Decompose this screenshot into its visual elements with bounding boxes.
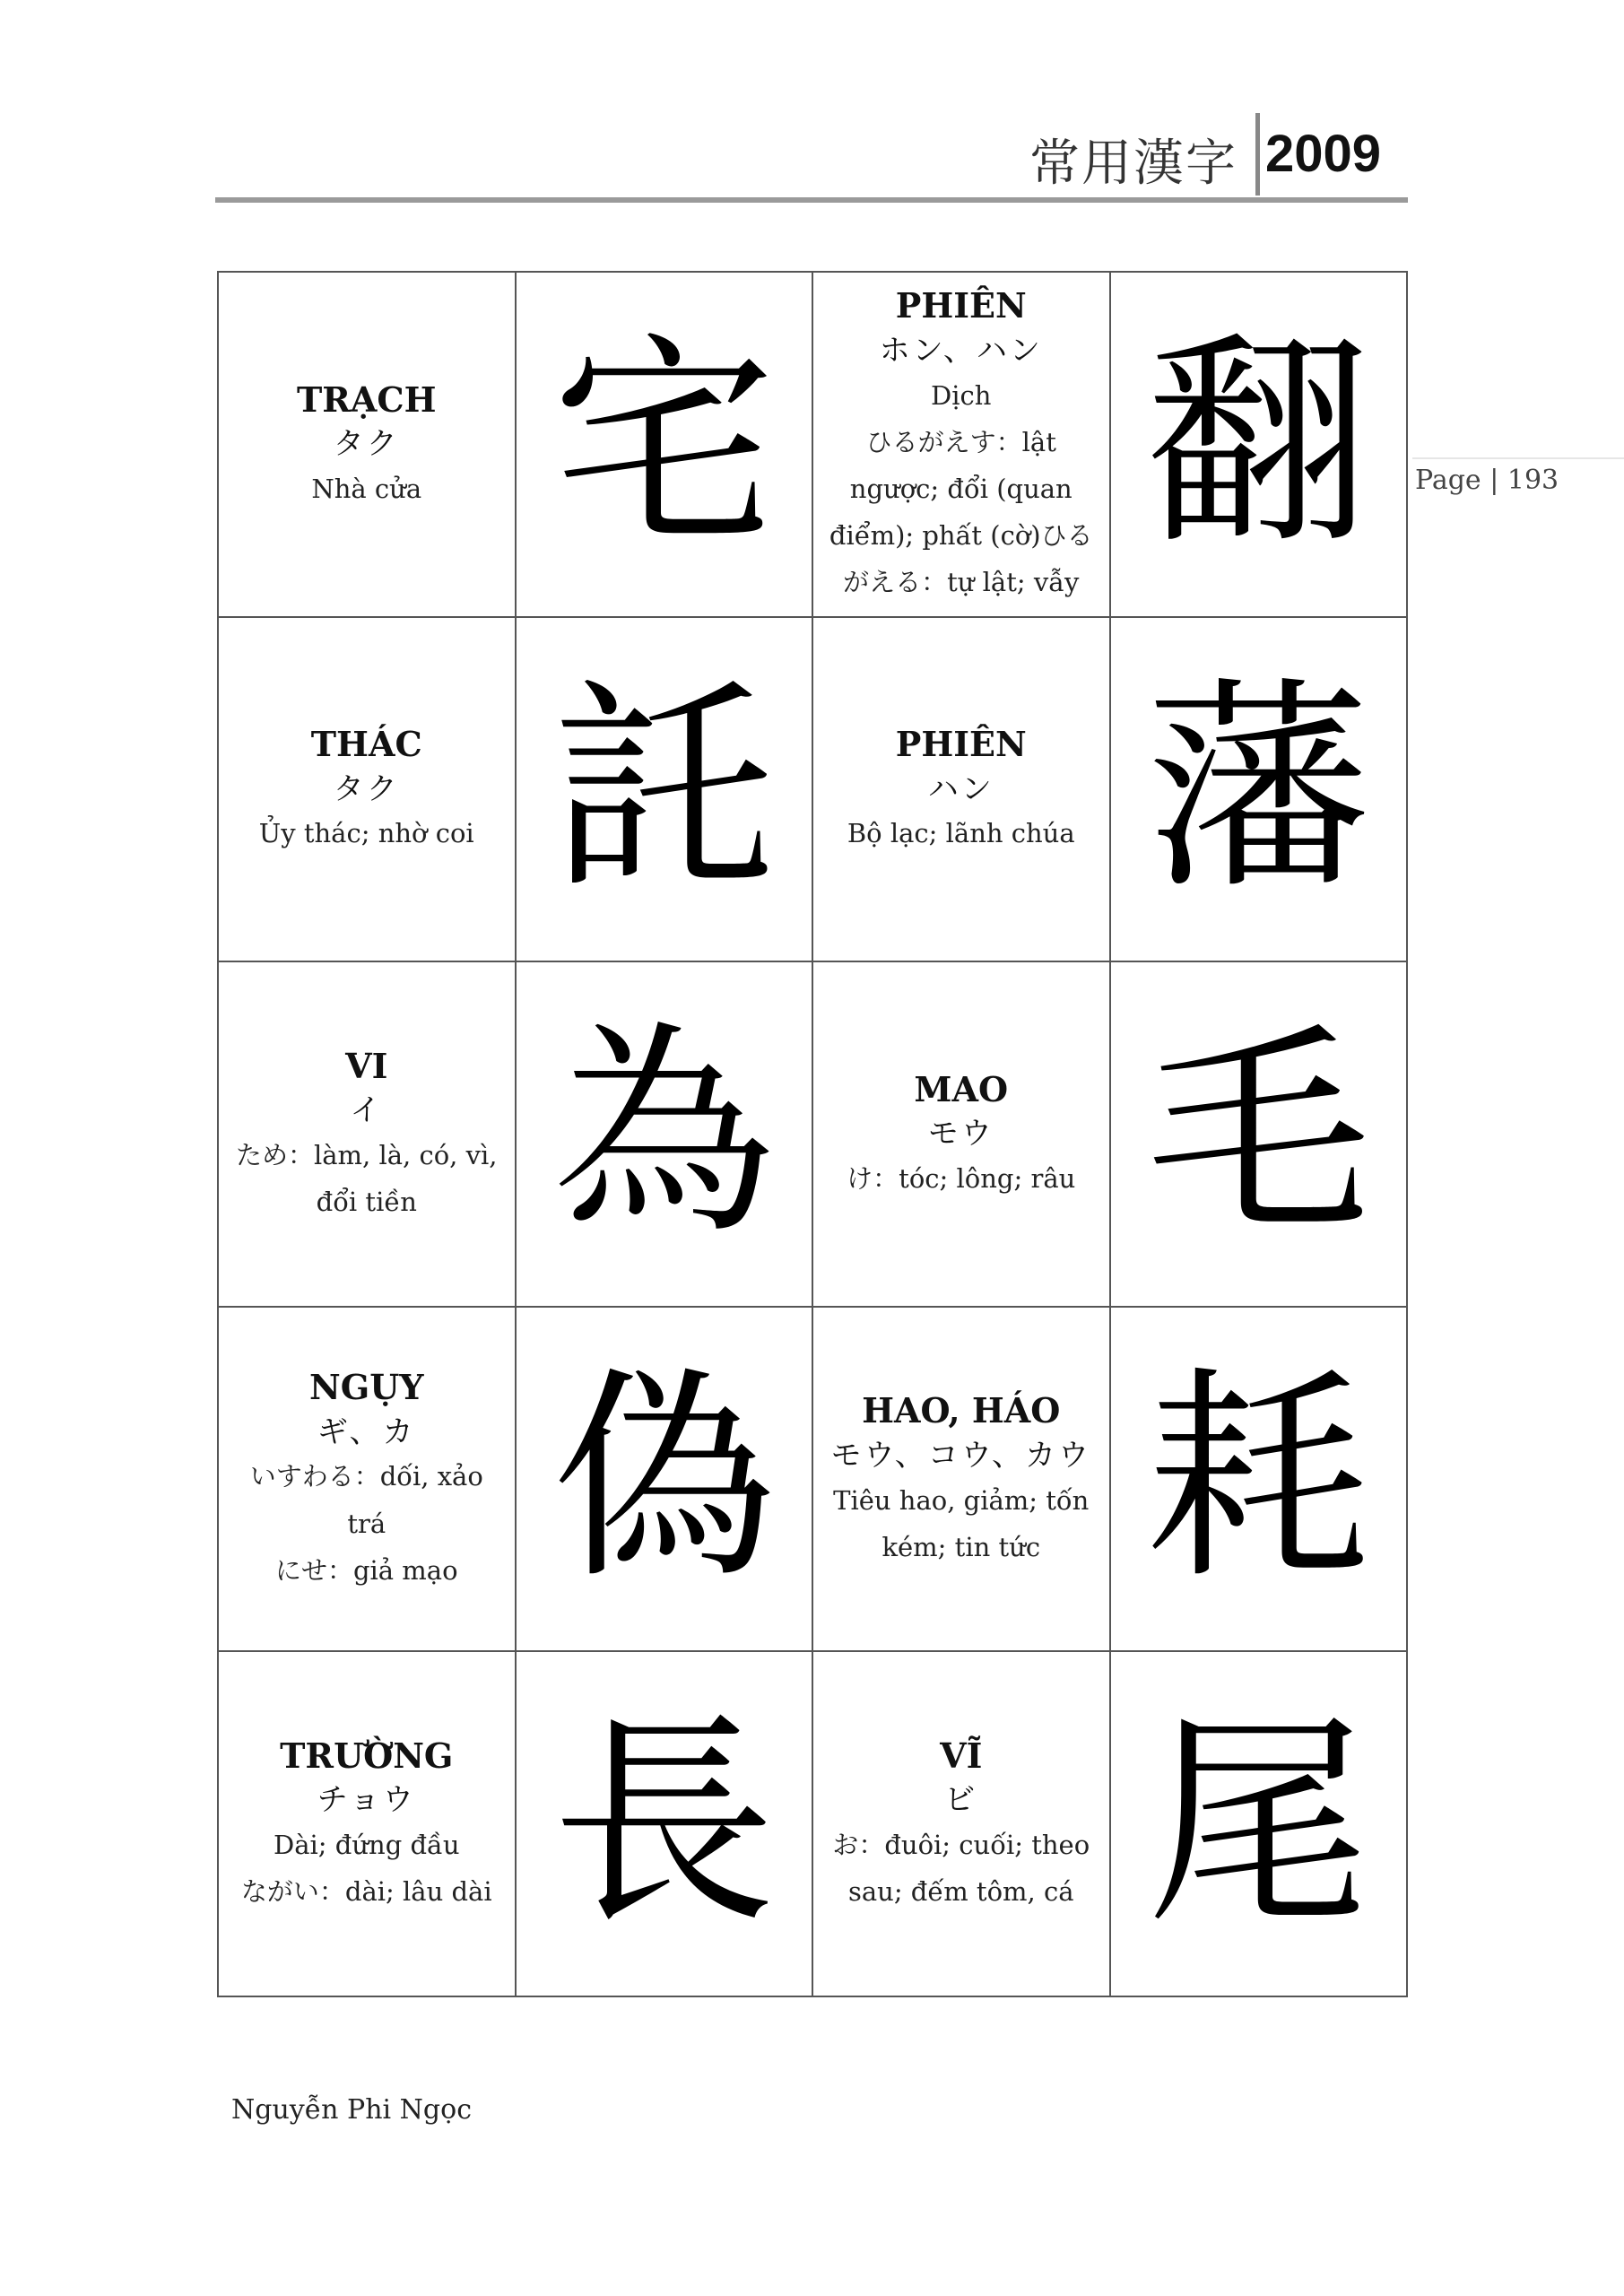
kanji-character: 耗 (1146, 1348, 1371, 1610)
page-number-rule (1412, 457, 1624, 459)
han-viet-reading: TRƯỜNG (280, 1735, 454, 1776)
header-rule (215, 197, 1408, 203)
kanji-info-cell (813, 1652, 1111, 1997)
page-number: Page | 193 (1415, 465, 1559, 496)
on-reading: タク (333, 770, 400, 807)
kanji-glyph-cell (517, 1652, 814, 1997)
kanji-info-cell (219, 1308, 517, 1653)
kanji-character: 翻 (1146, 313, 1371, 575)
on-reading: ビ (944, 1782, 978, 1819)
kanji-glyph-cell (1111, 962, 1409, 1308)
kanji-info-cell (219, 1652, 517, 1997)
kanji-info-cell (813, 962, 1111, 1308)
on-reading: イ (350, 1092, 384, 1129)
kanji-info-cell (813, 273, 1111, 618)
han-viet-reading: VI (345, 1045, 388, 1086)
kanji-info-cell (813, 618, 1111, 963)
meaning-text: Dịch ひるがえす：lật ngược; đổi (quan điểm); phất (cờ)ひるがえる：tự lật; vẫy (829, 379, 1093, 598)
on-reading: ホン、ハン (879, 332, 1043, 369)
kanji-character: 為 (551, 1003, 777, 1265)
han-viet-reading: THÁC (310, 724, 422, 765)
header-title: 常用漢字 (1029, 135, 1238, 193)
han-viet-reading: MAO (914, 1068, 1009, 1109)
han-viet-reading: PHIÊN (895, 285, 1027, 326)
kanji-glyph-cell (517, 618, 814, 963)
header-year: 2009 (1264, 125, 1381, 183)
kanji-info-cell (219, 962, 517, 1308)
kanji-character: 藩 (1146, 657, 1371, 919)
han-viet-reading: TRẠCH (297, 378, 437, 420)
kanji-character: 宅 (551, 313, 777, 575)
meaning-text: Bộ lạc; lãnh chúa (847, 818, 1075, 849)
han-viet-reading: VĨ (940, 1735, 983, 1776)
kanji-info-cell (219, 618, 517, 963)
on-reading: モウ (927, 1116, 994, 1152)
kanji-character: 毛 (1146, 1003, 1371, 1265)
on-reading: タク (333, 425, 400, 462)
kanji-glyph-cell (1111, 1652, 1409, 1997)
kanji-info-cell (813, 1308, 1111, 1653)
kanji-character: 長 (551, 1692, 777, 1954)
meaning-text: Nhà cửa (311, 473, 422, 504)
kanji-glyph-cell (1111, 1308, 1409, 1653)
kanji-glyph-cell (517, 962, 814, 1308)
page-header (215, 108, 1408, 206)
meaning-text: け：tóc; lông; râu (847, 1163, 1076, 1195)
on-reading: ハン (927, 770, 994, 807)
meaning-text: いすわる：dối, xảo trá にせ：giả mạo (249, 1461, 483, 1586)
meaning-text: Dài; đứng đầu ながい：dài; lâu dài (240, 1830, 492, 1908)
meaning-text: Tiêu hao, giảm; tốn kém; tin tức (833, 1484, 1090, 1562)
kanji-character: 偽 (551, 1348, 777, 1610)
kanji-character: 尾 (1146, 1692, 1371, 1954)
kanji-character: 託 (551, 657, 777, 919)
kanji-glyph-cell (1111, 273, 1409, 618)
kanji-glyph-cell (517, 273, 814, 618)
meaning-text: ため：làm, là, có, vì, đổi tiền (235, 1139, 498, 1218)
han-viet-reading: HAO, HÁO (862, 1390, 1061, 1431)
kanji-glyph-cell (517, 1308, 814, 1653)
on-reading: チョウ (317, 1782, 416, 1819)
on-reading: モウ、コウ、カウ (830, 1437, 1092, 1474)
kanji-grid (217, 271, 1408, 1997)
meaning-text: お：đuôi; cuối; theo sau; đếm tôm, cá (832, 1830, 1090, 1908)
on-reading: ギ、カ (317, 1413, 416, 1450)
han-viet-reading: NGỤY (309, 1367, 424, 1408)
kanji-glyph-cell (1111, 618, 1409, 963)
kanji-info-cell (219, 273, 517, 618)
meaning-text: Ủy thác; nhờ coi (258, 818, 474, 849)
author-name: Nguyễn Phi Ngọc (231, 2094, 472, 2126)
header-divider (1255, 113, 1260, 196)
han-viet-reading: PHIÊN (895, 724, 1027, 765)
